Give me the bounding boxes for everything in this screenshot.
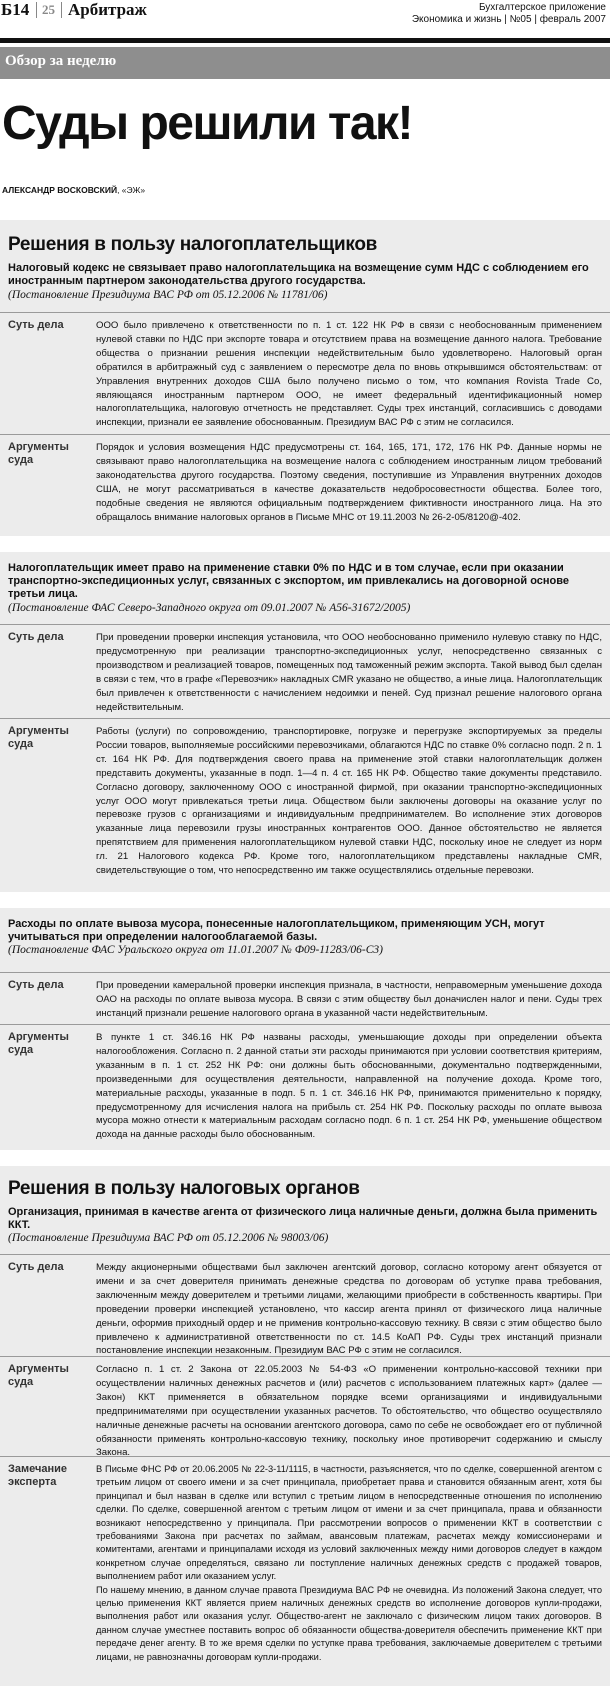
case-headline: Налогоплательщик имеет право на применение ставки 0% по НДС и в том случае, если при оказании транспортно-экспедиционных услуг, связанных с экспортом, им привлекались на договорной основе третьи лица.	[8, 562, 569, 600]
publication-line: Экономика и жизнь | №05 | февраль 2007	[411, 14, 606, 25]
case-block	[0, 220, 610, 536]
rubric-label: Обзор за неделю	[5, 53, 117, 69]
arguments-row	[0, 1356, 610, 1457]
arguments-text: В пункте 1 ст. 346.16 НК РФ названы расходы, уменьшающие доходы при определении объекта налогообложения. Согласно п. 2 данной статьи эти расходы принимаются при условии соответствия критериям, указанным в п. 1 ст. 252 НК РФ: они должны быть обоснованными, документально подтвержденными, произведенными для осуществления деятельности, направленной на получение дохода. Кроме того, материальные расходы, указанные в подп. 5 п. 1 ст. 346.16 НК РФ, принимаются применительно к порядку, предусмотренному для исчисления налога на прибыль ст. 254 НК РФ. Поскольку расходы по оплате вывоза мусора можно отнести к материальным расходам согласно подп. 6 п. 1 ст. 254 НК РФ, уменьшение обществом дохода на данные расходы было обоснованным.	[96, 1032, 602, 1141]
facts-label: Суть дела	[8, 979, 64, 991]
facts-label: Суть дела	[8, 631, 64, 643]
article-title: Суды решили так!	[2, 97, 413, 150]
arguments-label: Аргументы суда	[8, 441, 69, 466]
header-divider	[36, 2, 37, 18]
case-headline: Организация, принимая в качестве агента от физического лица наличные деньги, должна была применить ККТ.	[8, 1206, 598, 1231]
case-reference: (Постановление ФАС Уральского округа от 11.01.2007 № Ф09-11283/06-С3)	[8, 944, 383, 956]
arguments-label: Аргументы суда	[8, 1031, 69, 1056]
facts-label: Суть дела	[8, 319, 64, 331]
facts-row	[0, 1254, 610, 1357]
arguments-text: Согласно п. 1 ст. 2 Закона от 22.05.2003 № 54-ФЗ «О применении контрольно-кассовой техники при осуществлении наличных денежных расчетов и (или) расчетов с использованием платежных карт» (далее — Закон) ККТ применяется в обязательном порядке всеми организациями и индивидуальными предпринимателями при осуществлении указанных расчетов. То обстоятельство, что общество осуществляло наличные денежные расчеты на основании агентского договора, само по себе не освобождает его от публичной обязанности применять контрольно-кассовую технику, поскольку иное противоречит содержанию и смыслу Закона.	[96, 1364, 602, 1459]
rubric-band	[0, 47, 610, 79]
section-name: Арбитраж	[68, 0, 147, 19]
expert-note-text: В Письме ФНС РФ от 20.06.2005 № 22-3-11/1115, в частности, разъясняется, что по сделке, совершенной агентом с третьим лицом от своего имени и за счет принципала, приобретает права и становится обязанным агент, хотя бы принципал и был назван в сделке или вступил с третьим лицом в непосредственные отношения по исполнению сделки. По сделке, совершенной агентом с третьим лицом от имени и за счет принципала, права и обязанности возникают непосредственно у принципала. При рассмотрении вопросов о применении ККТ в соответствии с требованиями Закона при расчетах по займам, авансовым платежам, расчетах между комиссионерами и комитентами, агентами и принципалами исходя из условий заключенных между ними договоров следует в каждом конкретном случае определяться, связано ли поступление наличных денежных средств с продажей товаров, выполнением работ или оказанием услуг. По нашему мнению, в данном случае правота Президиума ВАС РФ не очевидна. Из положений Закона следует, что целью применения ККТ является прием наличных денежных средств во исполнение договоров купли-продажи, выполнения работ или оказания услуг. Общество-агент не заключало с физическим лицом таких договоров. В данном случае уместнее поставить вопрос об обязанности общества-доверителя обеспечить применение ККТ при передаче денег агенту. В то же время сделки по уступке права требования, заключаемые доверителем с третьими лицами, не равнозначны договорам купли-продажи.	[96, 1464, 602, 1662]
facts-text: ООО было привлечено к ответственности по п. 1 ст. 122 НК РФ в связи с необоснованным применением нулевой ставки по НДС при экспорте товара и отсутствием права на возмещение данного налога. Требование общества о признании решения инспекции недействительным было удовлетворено. Налоговый орган обратился в арбитражный суд с заявлением о пересмотре дела по вновь открывшимся обстоятельствам: от Управления внутренних доходов США было получено письмо о том, что компания Rovista Trade Co, являющаяся иностранным партнером ООО, не имеет федеральный идентификационный номер налогоплательщика, налоговую отчетность не представляет. Суды трех инстанций, согласившись с доводами инспекции, признали ее заявление обоснованным. Президиум ВАС РФ с этим не согласился.	[96, 320, 602, 429]
page-number: 25	[42, 2, 55, 17]
page-code: Б14	[1, 0, 30, 19]
case-block	[0, 908, 610, 1150]
facts-row	[0, 624, 610, 719]
case-block	[0, 1166, 610, 1686]
facts-label: Суть дела	[8, 1261, 64, 1273]
facts-row	[0, 312, 610, 435]
case-headline: Налоговый кодекс не связывает право налогоплательщика на возмещение сумм НДС с соблюдением его иностранным партнером законодательства другого государства.	[8, 262, 589, 287]
arguments-text: Порядок и условия возмещения НДС предусмотрены ст. 164, 165, 171, 172, 176 НК РФ. Данные нормы не связывают право налогоплательщика на возмещение налога с соблюдением иностранным лицом требований законодательства другого государства. Поэтому сведения, поступившие из Управления внутренних доходов США, не могут рассматриваться в качестве доказательств недобросовестности общества. Более того, подобные сведения не являются официальным подтверждением фиктивности иностранного лица. На это обращалось внимание налоговых органов в Письме МНС от 19.11.2003 № 26-2-05/8120@-402.	[96, 442, 602, 523]
section-heading: Решения в пользу налоговых органов	[8, 1178, 360, 1199]
case-headline: Расходы по оплате вывоза мусора, понесенные налогоплательщиком, применяющим УСН, могут учитываться при определении налогооблагаемой базы.	[8, 918, 545, 943]
case-reference: (Постановление Президиума ВАС РФ от 05.12.2006 № 98003/06)	[8, 1232, 329, 1244]
facts-row	[0, 972, 610, 1025]
author-name: АЛЕКСАНДР ВОСКОВСКИЙ	[2, 185, 118, 195]
header-rule	[0, 38, 610, 43]
arguments-row	[0, 434, 610, 537]
publication-line: Бухгалтерское приложение	[478, 2, 606, 13]
case-reference: (Постановление ФАС Северо-Западного округа от 09.01.2007 № А56-31672/2005)	[8, 602, 411, 614]
arguments-label: Аргументы суда	[8, 725, 69, 750]
arguments-text: Работы (услуги) по сопровождению, транспортировке, погрузке и перегрузке экспортируемых за пределы России товаров, выполняемые российскими перевозчиками, облагаются НДС по ставке 0% согласно подп. 2 п. 1 ст. 164 НК РФ. Для подтверждения своего права на применение этой ставки налогоплательщик должен представить документы, указанные в подп. 1—4 п. 4 ст. 165 НК РФ. Общество такие документы представило. Согласно договору, заключенному ООО с иностранной фирмой, при оказании транспортно-экспедиционных услуг ООО могут привлекаться третьи лица. Обществом были заключены договоры на оказание услуг по перевозке грузов с организациями и индивидуальным предпринимателем. Во исполнение этих договоров указанные лица перевозили грузы иностранных контрагентов ООО. Данное обстоятельство не является препятствием для применения налогоплательщиком нулевой ставки НДС, поскольку иное не следует из норм гл. 21 Налогового кодекса РФ. Кроме того, налогоплательщиком представлены накладные CMR, свидетельствующие о том, что непосредственно им также осуществлялись отдельные перевозки.	[96, 726, 602, 877]
facts-text: При проведении камеральной проверки инспекция признала, в частности, неправомерным уменьшение дохода ОАО на расходы по оплате вывоза мусора. В связи с этим обществу был доначислен налог и пени. Суды трех инстанций признали решение налогового органа в указанной части недействительным.	[96, 980, 602, 1019]
arguments-label: Аргументы суда	[8, 1363, 69, 1388]
facts-text: При проведении проверки инспекция установила, что ООО необоснованно применило нулевую ставку по НДС, предусмотренную при реализации транспортно-экспедиционных услуг, непосредственно связанных с производством и реализацией товаров, помещенных под таможенный режим экспорта. Такой вывод был сделан в связи с тем, что в графе «Перевозчик» накладных CMR указано не общество, а иные лица. Налогоплательщик был привлечен к ответственности с начислением недоимки и пеней. Суд признал решение налогового органа недействительным.	[96, 632, 602, 713]
publication-info	[412, 2, 606, 26]
expert-note-label: Замечание эксперта	[8, 1463, 68, 1488]
facts-text: Между акционерными обществами был заключен агентский договор, согласно которому агент обязуется от имени и за счет доверителя принимать денежные средства по договорам об уступке права требования, заключенным между доверителем и третьими лицами, желающими приобрести в собственность квартиры. При проведении проверки инспекцией установлено, что кассир агента принял от физического лица наличные деньги, оформив приходный ордер и не применив контрольно-кассовую технику. В связи с этим общество было привлечено к административной ответственности по ст. 14.5 КоАП РФ. Суды трех инстанций признали постановление инспекции незаконным. Президиум ВАС РФ с этим не согласился.	[96, 1262, 602, 1357]
byline	[2, 185, 145, 195]
arguments-row	[0, 1024, 610, 1151]
section-heading: Решения в пользу налогоплательщиков	[8, 234, 378, 255]
page-header	[0, 0, 610, 38]
author-suffix: , «ЭЖ»	[117, 185, 146, 195]
header-divider	[61, 2, 62, 18]
arguments-row	[0, 718, 610, 893]
case-reference: (Постановление Президиума ВАС РФ от 05.12.2006 № 11781/06)	[8, 289, 328, 301]
case-block	[0, 552, 610, 892]
expert-note-row	[0, 1456, 610, 1687]
